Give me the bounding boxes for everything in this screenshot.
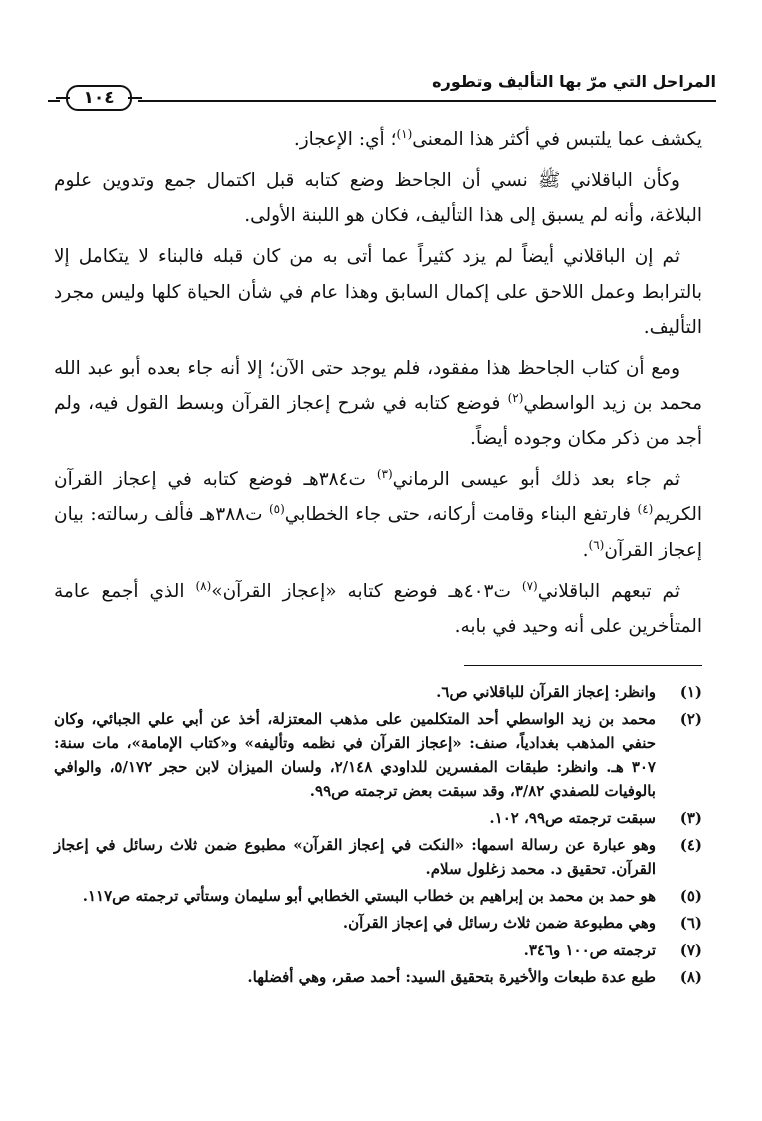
footnote-ref[interactable]: (٥) — [268, 502, 285, 517]
footnotes — [54, 680, 702, 992]
footnote — [54, 680, 702, 704]
footnote-text: ترجمته ص١٠٠ و٣٤٦. — [523, 941, 656, 959]
paragraph: ومع أن كتاب الجاحظ هذا مفقود، فلم يوجد حتى الآن؛ إلا أنه جاء بعده أبو عبد الله محمد بن زيد الواسطي$^{(٢)}$ فوضع كتابه في شرح إعجاز القرآن وبسط القول فيه، ولم أجد من ذكر مكان وجوده أيضاً. — [54, 357, 702, 450]
footnote-ref[interactable]: (٧) — [521, 578, 538, 593]
footnote-ref[interactable]: (١) — [396, 126, 413, 141]
footnote-text: وهو عبارة عن رسالة اسمها: «النكت في إعجاز القرآن» مطبوع ضمن ثلاث رسائل في إعجاز القرآن. تحقيق د. محمد زغلول سلام. — [54, 836, 656, 878]
paragraph: ثم جاء بعد ذلك أبو عيسى الرماني$^{(٣)}$ ت٣٨٤هـ فوضع كتابه في إعجاز القرآن الكريم$^{(٤)}$ فارتفع البناء وقامت أركانه، حتى جاء الخطابي$^{(٥)}$ ت٣٨٨هـ فألف رسالته: بيان إعجاز القرآن$^{(٦)}$. — [54, 467, 702, 561]
footnote-number: (٥) — [679, 887, 702, 905]
footnote-number: (٦) — [679, 914, 702, 932]
paragraph: وكأن الباقلاني ﷺ نسي أن الجاحظ وضع كتابه قبل اكتمال جمع وتدوين علوم البلاغة، وأنه لم يسبق إلى هذا التأليف، فكان هو اللبنة الأولى. — [54, 170, 702, 227]
footnote-number: (٣) — [679, 809, 702, 827]
footnote-ref[interactable]: (٨) — [195, 578, 212, 593]
paragraph: ثم إن الباقلاني أيضاً لم يزد كثيراً عما أتى به من كان قبله فالبناء لا يتكامل إلا بالترابط وعمل اللاحق على إكمال السابق وهذا عام في شأن الحياة كلها وليس مجرد التأليف. — [54, 246, 702, 338]
paragraph: يكشف عما يلتبس في أكثر هذا المعنى$^{(١)}$؛ أي: الإعجاز. — [293, 126, 702, 150]
ornament-dash — [56, 97, 70, 99]
footnote-number: (٨) — [679, 968, 702, 986]
footnote — [54, 965, 702, 989]
footnote-separator — [464, 665, 702, 666]
footnote-number: (٤) — [679, 836, 702, 854]
footnote-text: محمد بن زيد الواسطي أحد المتكلمين على مذهب المعتزلة، أخذ عن أبي علي الجبائي، وكان حنفي المذهب بغدادياً، صنف: «إعجاز القرآن في نظمه وتأليفه» و«كتاب الإمامة»، مات سنة: ٣٠٧ هـ. وانظر: طبقات المفسرين للداودي ٢/١٤٨، ولسان الميزان لابن حجر ٥/١٧٢، والوافي بالوفيات للصفدي ٣/٨٢، وقد سبقت بعض ترجمته ص٩٩. — [54, 710, 656, 800]
footnote-ref[interactable]: (٣) — [376, 467, 393, 482]
footnote-text: وانظر: إعجاز القرآن للباقلاني ص٦. — [436, 683, 656, 701]
footnote — [54, 884, 702, 908]
footnote-ref[interactable]: (٦) — [588, 537, 605, 552]
footnote-text: طبع عدة طبعات والأخيرة بتحقيق السيد: أحمد صقر، وهي أفضلها. — [247, 968, 656, 986]
running-title: المراحل التي مرّ بها التأليف وتطوره — [432, 72, 716, 91]
footnote-text: وهي مطبوعة ضمن ثلاث رسائل في إعجاز القرآن. — [342, 914, 656, 932]
page-number-ornament — [60, 84, 138, 112]
main-text — [54, 122, 702, 650]
page-number: ١٠٤ — [66, 85, 132, 111]
paragraph: ثم تبعهم الباقلاني$^{(٧)}$ ت٤٠٣هـ فوضع كتابه «إعجاز القرآن»$^{(٨)}$ الذي أجمع عامة المتأخرين على أنه وحيد في بابه. — [54, 578, 702, 637]
footnote-ref[interactable]: (٢) — [507, 390, 524, 405]
footnote-number: (٧) — [679, 941, 702, 959]
footnote-text: سبقت ترجمته ص٩٩، ١٠٢. — [489, 809, 656, 827]
footnote-number: (٢) — [679, 710, 702, 728]
ornament-dash — [128, 97, 142, 99]
footnote-text: هو حمد بن محمد بن إبراهيم بن خطاب البستي الخطابي أبو سليمان وستأتي ترجمته ص١١٧. — [82, 887, 656, 905]
footnote — [54, 911, 702, 935]
header-rule — [48, 100, 716, 102]
footnote — [54, 938, 702, 962]
footnote — [54, 833, 702, 881]
page-header — [48, 68, 716, 108]
footnote-number: (١) — [679, 683, 702, 701]
footnote — [54, 806, 702, 830]
footnote-ref[interactable]: (٤) — [637, 502, 654, 517]
footnote — [54, 707, 702, 803]
